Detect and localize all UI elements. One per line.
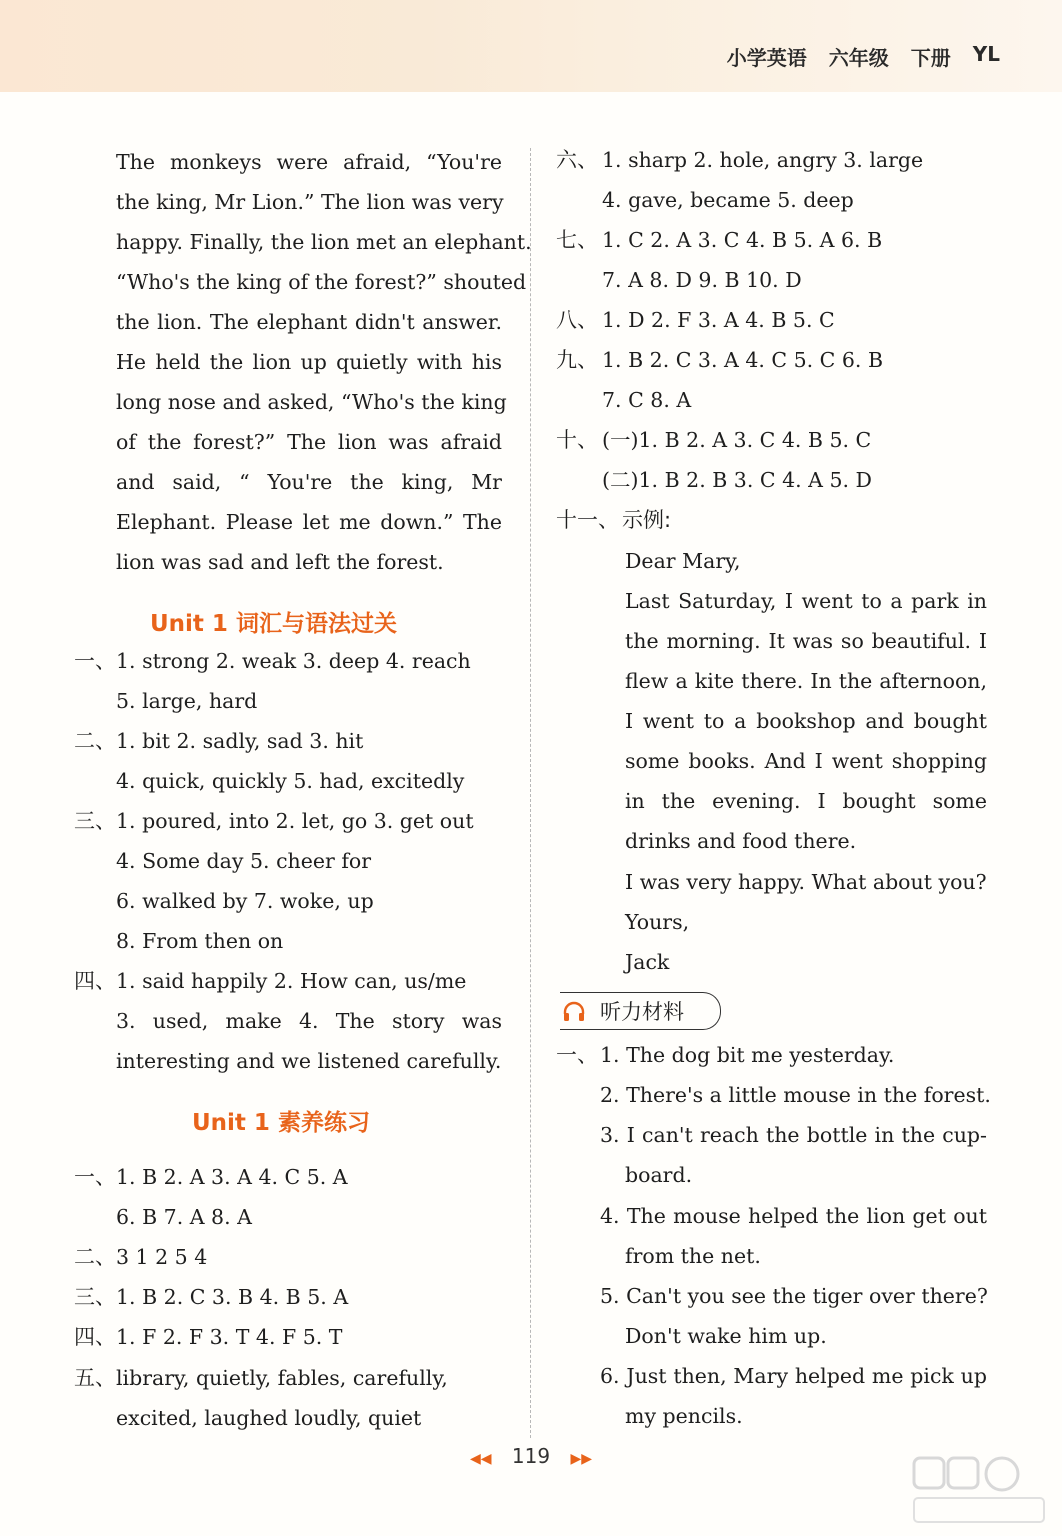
letter-line: flew a kite there. In the afternoon,: [625, 669, 987, 693]
passage-line: lion was sad and left the forest.: [116, 550, 444, 574]
header-edition: YL: [972, 42, 1000, 66]
section-number: 二、: [74, 729, 116, 753]
next-arrow-icon: ▶▶: [570, 1451, 592, 1467]
section-number: 七、: [556, 228, 598, 252]
passage-line: long nose and asked, “Who's the king: [116, 390, 507, 414]
answer-line: 1. D 2. F 3. A 4. B 5. C: [602, 308, 835, 332]
answer-line: 6. walked by 7. woke, up: [116, 889, 374, 913]
letter-line: I was very happy. What about you?: [625, 870, 987, 894]
letter-line: in the evening. I bought some: [625, 789, 987, 813]
answer-line: 4. quick, quickly 5. had, excitedly: [116, 769, 465, 793]
answer-line: interesting and we listened carefully.: [116, 1049, 502, 1073]
page-footer: [0, 1444, 1062, 1468]
answer-line: 1. strong 2. weak 3. deep 4. reach: [116, 649, 471, 673]
section-number: 三、: [74, 1285, 116, 1309]
listening-line: 1. The dog bit me yesterday.: [600, 1043, 895, 1067]
passage-line: “Who's the king of the forest?” shouted: [116, 270, 527, 294]
answer-line: (二)1. B 2. B 3. C 4. A 5. D: [602, 468, 872, 492]
answer-line: 8. From then on: [116, 929, 284, 953]
passage-line: the king, Mr Lion.” The lion was very: [116, 190, 504, 214]
passage-line: the lion. The elephant didn't answer.: [116, 310, 502, 334]
answer-line: 4. Some day 5. cheer for: [116, 849, 372, 873]
letter-line: drinks and food there.: [625, 829, 857, 853]
answer-line: 1. poured, into 2. let, go 3. get out: [116, 809, 474, 833]
letter-line: I went to a bookshop and bought: [625, 709, 987, 733]
letter-line: the morning. It was so beautiful. I: [625, 629, 987, 653]
listening-line: 2. There's a little mouse in the forest.: [600, 1083, 991, 1107]
letter-line: Yours,: [625, 910, 690, 934]
column-divider: [530, 148, 531, 1438]
letter-line: Dear Mary,: [625, 549, 741, 573]
section-number: 十一、: [556, 508, 619, 532]
listening-line: 3. I can't reach the bottle in the cup-: [600, 1123, 987, 1147]
section-number: 四、: [74, 1325, 116, 1349]
listening-line: Don't wake him up.: [625, 1324, 827, 1348]
section-number: 二、: [74, 1245, 116, 1269]
section-number: 九、: [556, 348, 598, 372]
listening-line: from the net.: [625, 1244, 761, 1268]
listening-line: my pencils.: [625, 1404, 743, 1428]
answer-line: 示例:: [622, 508, 672, 532]
passage-line: Elephant. Please let me down.” The: [116, 510, 502, 534]
answer-line: 1. bit 2. sadly, sad 3. hit: [116, 729, 364, 753]
header-volume: 下册: [910, 46, 951, 70]
answer-line: (一)1. B 2. A 3. C 4. B 5. C: [602, 428, 872, 452]
answer-line: 3 1 2 5 4: [116, 1245, 208, 1269]
listening-line: 4. The mouse helped the lion get out: [600, 1204, 987, 1228]
answer-line: 1. C 2. A 3. C 4. B 5. A 6. B: [602, 228, 883, 252]
answer-line: 7. A 8. D 9. B 10. D: [602, 268, 802, 292]
section-number: 一、: [74, 649, 116, 673]
headphones-icon: [562, 1000, 586, 1024]
answer-line: excited, laughed loudly, quiet: [116, 1406, 422, 1430]
answer-line: 1. B 2. C 3. A 4. C 5. C 6. B: [602, 348, 884, 372]
passage-line: happy. Finally, the lion met an elephant.: [116, 230, 532, 254]
answer-line: 3. used, make 4. The story was: [116, 1009, 502, 1033]
section-number: 四、: [74, 969, 116, 993]
section-number: 五、: [74, 1366, 116, 1390]
answer-line: 6. B 7. A 8. A: [116, 1205, 252, 1229]
passage-line: The monkeys were afraid, “You're: [116, 150, 502, 174]
letter-line: Last Saturday, I went to a park in: [625, 589, 987, 613]
section-number: 一、: [74, 1165, 116, 1189]
section-number: 八、: [556, 308, 598, 332]
letter-line: Jack: [625, 950, 670, 974]
listening-line: 6. Just then, Mary helped me pick up: [600, 1364, 987, 1388]
letter-line: some books. And I went shopping: [625, 749, 987, 773]
answer-line: 4. gave, became 5. deep: [602, 188, 854, 212]
answer-line: 5. large, hard: [116, 689, 258, 713]
page-number: 119: [511, 1444, 551, 1468]
section-number: 三、: [74, 809, 116, 833]
passage-line: and said, “ You're the king, Mr: [116, 470, 502, 494]
answer-line: 1. sharp 2. hole, angry 3. large: [602, 148, 924, 172]
header-grade: 六年级: [828, 46, 889, 70]
unit1-practice-title: Unit 1 素养练习: [192, 1110, 370, 1136]
answer-line: 1. F 2. F 3. T 4. F 5. T: [116, 1325, 343, 1349]
listening-line: 5. Can't you see the tiger over there?: [600, 1284, 988, 1308]
answer-line: library, quietly, fables, carefully,: [116, 1366, 448, 1390]
section-number: 六、: [556, 148, 598, 172]
answer-line: 1. B 2. C 3. B 4. B 5. A: [116, 1285, 349, 1309]
page-header: [727, 42, 1000, 71]
listening-label: 听力材料: [600, 1000, 684, 1024]
prev-arrow-icon: ◀◀: [470, 1451, 492, 1467]
unit1-vocab-title: Unit 1 词汇与语法过关: [150, 611, 397, 637]
section-number: 一、: [556, 1043, 598, 1067]
answer-line: 1. B 2. A 3. A 4. C 5. A: [116, 1165, 348, 1189]
section-number: 十、: [556, 428, 598, 452]
header-subject: 小学英语: [726, 46, 807, 70]
answer-line: 7. C 8. A: [602, 388, 692, 412]
watermark-logo-icon: [910, 1452, 1050, 1530]
listening-line: board.: [625, 1163, 693, 1187]
passage-line: He held the lion up quietly with his: [116, 350, 502, 374]
passage-line: of the forest?” The lion was afraid: [116, 430, 502, 454]
answer-line: 1. said happily 2. How can, us/me: [116, 969, 467, 993]
